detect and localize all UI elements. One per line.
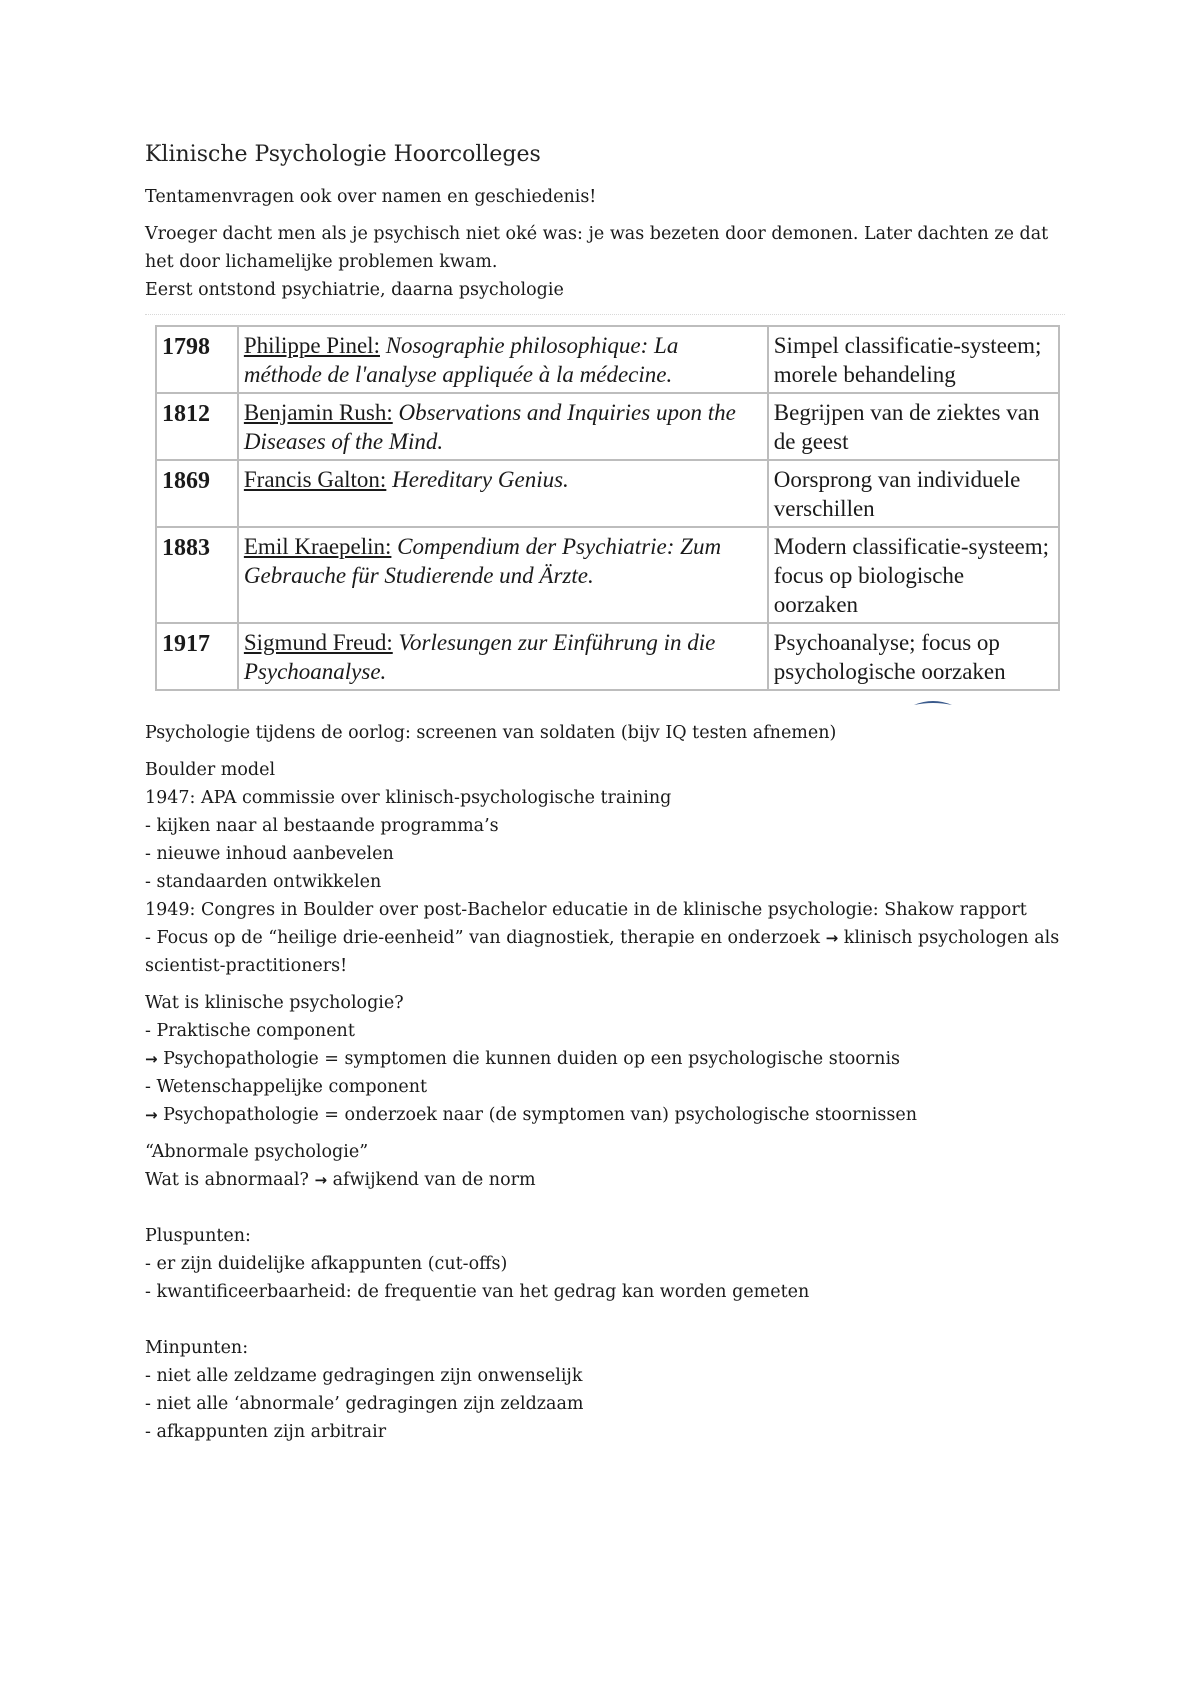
boulder-heading: Boulder model: [145, 760, 276, 780]
definition-line: - Praktische component: [145, 1021, 355, 1041]
arrow-right-icon: →: [825, 929, 839, 947]
cons-line: - afkappunten zijn arbitrair: [145, 1422, 387, 1442]
document-title: Klinische Psychologie Hoorcolleges: [145, 142, 541, 167]
book-title: Hereditary Genius.: [392, 467, 569, 492]
dotted-divider: [145, 314, 1065, 315]
description-cell: Psychoanalyse; focus op psychologische oorzaken: [768, 623, 1059, 690]
year-cell: 1917: [156, 623, 238, 690]
boulder-line: 1947: APA commissie over klinisch-psychologische training: [145, 788, 672, 808]
table-row: [156, 460, 1059, 527]
cons-line: - niet alle zeldzame gedragingen zijn onwenselijk: [145, 1366, 583, 1386]
work-cell: [238, 460, 768, 527]
war-paragraph: Psychologie tijdens de oorlog: screenen van soldaten (bijv IQ testen afnemen): [145, 723, 837, 743]
year-cell: 1812: [156, 393, 238, 460]
table-row: [156, 393, 1059, 460]
definition-line: - Wetenschappelijke component: [145, 1077, 428, 1097]
arrow-right-icon: →: [145, 1050, 158, 1068]
description-cell: Simpel classificatie-systeem; morele behandeling: [768, 326, 1059, 393]
definition-line: [145, 1045, 1065, 1073]
pros-heading: Pluspunten:: [145, 1226, 251, 1246]
exam-note: Tentamenvragen ook over namen en geschiedenis!: [145, 187, 597, 207]
work-cell: [238, 623, 768, 690]
work-cell: [238, 527, 768, 623]
boulder-line: - standaarden ontwikkelen: [145, 872, 382, 892]
abnormal-section: [145, 1138, 1065, 1446]
boulder-line: - kijken naar al bestaande programma’s: [145, 816, 499, 836]
boulder-line: - nieuwe inhoud aanbevelen: [145, 844, 394, 864]
table-row: [156, 326, 1059, 393]
year-cell: 1869: [156, 460, 238, 527]
definition-line: [145, 1101, 1065, 1129]
arrow-right-icon: →: [145, 1106, 158, 1124]
abnormal-question: Wat is abnormaal?: [145, 1170, 309, 1190]
history-table: [155, 325, 1060, 691]
book-title: Nosographie philosophique: La méthode de l'analyse appliquée à la médecine.: [243, 333, 679, 387]
pros-line: - kwantificeerbaarheid: de frequentie van het gedrag kan worden gemeten: [145, 1282, 810, 1302]
book-title: Vorlesungen zur Einführung in die Psychoanalyse.: [243, 630, 716, 684]
author-name: Sigmund Freud:: [243, 630, 393, 655]
intro-text-a: Vroeger dacht men als je psychisch niet oké was: je was bezeten door demonen. Later dachten ze dat het door lichamelijke problemen kwam.: [145, 224, 1049, 272]
abnormal-heading: “Abnormale psychologie”: [145, 1142, 369, 1162]
book-title: Observations and Inquiries upon the Diseases of the Mind.: [243, 400, 736, 454]
intro-paragraph: [145, 220, 1065, 304]
description-cell: Modern classificatie-systeem; focus op biologische oorzaken: [768, 527, 1059, 623]
boulder-section: [145, 756, 1065, 980]
definition-section: [145, 989, 1065, 1129]
author-name: Francis Galton:: [243, 467, 387, 492]
author-name: Emil Kraepelin:: [243, 534, 392, 559]
boulder-line: 1949: Congres in Boulder over post-Bachelor educatie in de klinische psychologie: Shakow rapport: [145, 900, 1027, 920]
description-cell: Oorsprong van individuele verschillen: [768, 460, 1059, 527]
definition-text: Psychopathologie = symptomen die kunnen duiden op een psychologische stoornis: [163, 1049, 901, 1069]
pros-line: - er zijn duidelijke afkappunten (cut-offs): [145, 1254, 508, 1274]
year-cell: 1883: [156, 527, 238, 623]
author-name: Benjamin Rush:: [243, 400, 393, 425]
boulder-focus-text: - Focus op de “heilige drie-eenheid” van diagnostiek, therapie en onderzoek: [145, 928, 820, 948]
year-cell: 1798: [156, 326, 238, 393]
cons-line: - niet alle ‘abnormale’ gedragingen zijn zeldzaam: [145, 1394, 584, 1414]
work-cell: [238, 393, 768, 460]
document-page: [145, 142, 1065, 1455]
history-table-body: [156, 326, 1059, 690]
intro-text-b: Eerst ontstond psychiatrie, daarna psychologie: [145, 280, 564, 300]
author-name: Philippe Pinel:: [243, 333, 380, 358]
abnormal-answer: afwijkend van de norm: [332, 1170, 536, 1190]
table-row: [156, 623, 1059, 690]
work-cell: [238, 326, 768, 393]
swoosh-mark: [913, 699, 953, 707]
book-title: Compendium der Psychiatrie: Zum Gebrauche für Studierende und Ärzte.: [243, 534, 722, 588]
definition-heading: Wat is klinische psychologie?: [145, 993, 404, 1013]
boulder-line: [145, 924, 1065, 980]
boulder-focus-result: klinisch psychologen als scientist-practitioners!: [145, 928, 1060, 976]
definition-text: Psychopathologie = onderzoek naar (de symptomen van) psychologische stoornissen: [163, 1105, 917, 1125]
table-row: [156, 527, 1059, 623]
cons-heading: Minpunten:: [145, 1338, 249, 1358]
arrow-right-icon: →: [314, 1171, 328, 1189]
description-cell: Begrijpen van de ziektes van de geest: [768, 393, 1059, 460]
abnormal-question-line: [145, 1166, 1065, 1194]
